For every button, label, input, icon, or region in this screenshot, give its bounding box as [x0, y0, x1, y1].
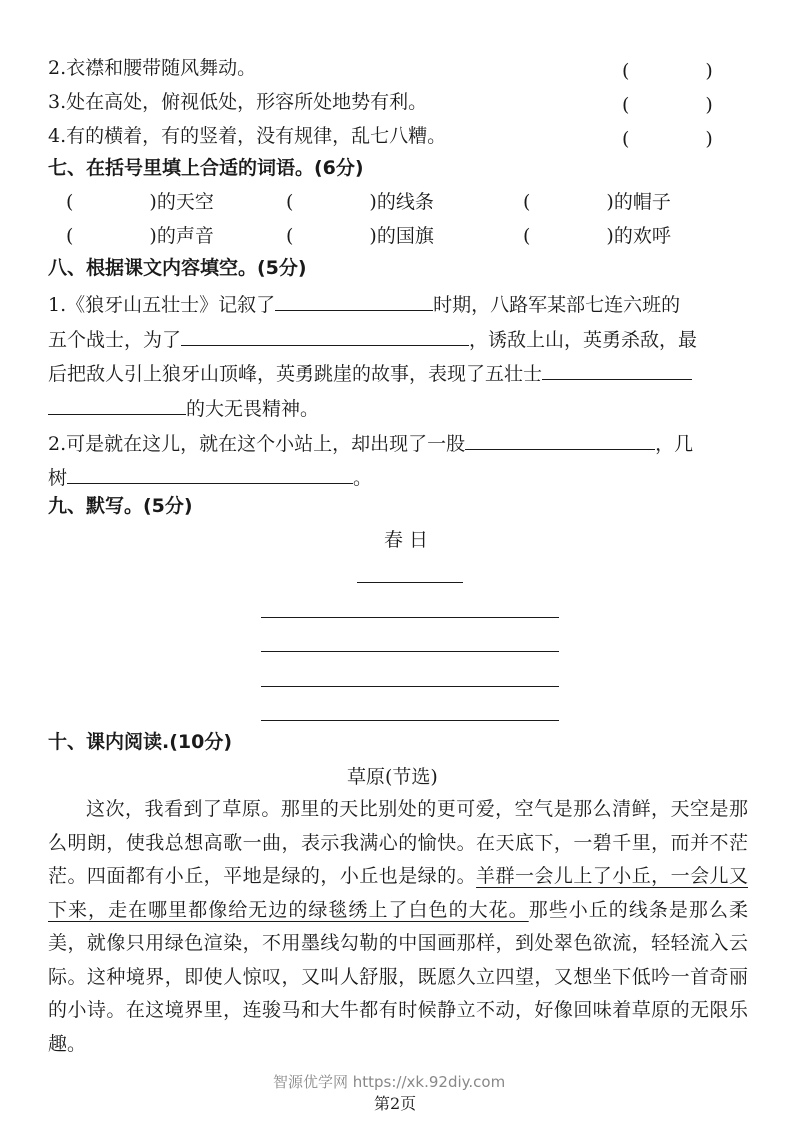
- q1-text-b: 时期，八路军某部七连六班的: [433, 294, 681, 316]
- section-heading-7: 七、在括号里填上合适的词语。(6分): [48, 157, 364, 179]
- poem-line-4[interactable]: [261, 720, 559, 721]
- fill-word-1[interactable]: ( )的天空: [66, 191, 214, 213]
- answer-paren-4[interactable]: ( ): [622, 128, 713, 150]
- reading-passage: [48, 793, 748, 1061]
- fill-word-6[interactable]: ( )的欢呼: [523, 225, 671, 247]
- passage-part-1: 这次，我看到了草原。那里的天比别处的更可爱，空气是那么清鲜，天空是那么明朗，使我总想高歌一曲，表示我满心的愉快。在天底下，一碧千里，而并不茫茫。四面都有小丘，平地是绿的，小丘也是绿的。: [48, 798, 748, 887]
- answer-paren-3[interactable]: ( ): [622, 94, 713, 116]
- q1-text-a: 1.《狼牙山五壮士》记叙了: [48, 294, 276, 316]
- q1-text-f: 的大无畏精神。: [186, 398, 320, 420]
- answer-paren-2[interactable]: ( ): [622, 60, 713, 82]
- question-item-4: 4.有的横着，有的竖着，没有规律，乱七八糟。: [48, 125, 447, 147]
- blank-spirit-1[interactable]: [542, 359, 692, 380]
- q2-text-d: 。: [353, 467, 373, 489]
- blank-spirit-2[interactable]: [48, 394, 186, 415]
- section-heading-10: 十、课内阅读.(10分): [48, 731, 233, 753]
- fill-line-2-2: [48, 463, 372, 490]
- section-heading-8: 八、根据课文内容填空。(5分): [48, 257, 307, 279]
- fill-line-1-4: [48, 394, 319, 421]
- page-number: 第2页: [374, 1094, 417, 1113]
- blank-q2-1[interactable]: [465, 429, 655, 450]
- poem-line-3[interactable]: [261, 686, 559, 687]
- poem-line-1[interactable]: [261, 617, 559, 618]
- fill-word-4[interactable]: ( )的声音: [66, 225, 214, 247]
- poem-line-2[interactable]: [261, 651, 559, 652]
- blank-q2-2[interactable]: [67, 463, 353, 484]
- fill-word-3[interactable]: ( )的帽子: [523, 191, 671, 213]
- section-heading-9: 九、默写。(5分): [48, 495, 193, 517]
- poem-title: 春 日: [384, 529, 429, 551]
- fill-word-5[interactable]: ( )的国旗: [286, 225, 434, 247]
- question-item-2: 2.衣襟和腰带随风舞动。: [48, 57, 257, 79]
- q2-text-b: ，几: [655, 433, 694, 455]
- underlined-sentence: 羊群一会儿上了小丘，一会儿又下来，走在哪里都像给无边的绿毯绣上了白色的大花。: [48, 865, 748, 921]
- passage-part-2: 那些小丘的线条是那么柔美，就像只用绿色渲染，不用墨线勾勒的中国画那样，到处翠色欲流，轻轻流入云际。这种境界，即使人惊叹，又叫人舒服，既愿久立四望，又想坐下低吟一首奇丽的小诗。在这境界里，连骏马和大牛都有时候静立不动，好像回味着草原的无限乐趣。: [48, 898, 748, 1055]
- blank-period[interactable]: [275, 290, 433, 311]
- fill-line-1-1: [48, 290, 680, 317]
- q1-text-c: 五个战士，为了: [48, 329, 182, 351]
- poem-author-line[interactable]: [357, 582, 463, 583]
- fill-line-1-2: [48, 325, 697, 352]
- fill-line-2-1: [48, 429, 693, 456]
- q1-text-e: 后把敌人引上狼牙山顶峰，英勇跳崖的故事，表现了五壮士: [48, 363, 543, 385]
- blank-purpose[interactable]: [181, 325, 469, 346]
- watermark: 智源优学网 https://xk.92diy.com: [273, 1073, 506, 1091]
- question-item-3: 3.处在高处，俯视低处，形容所处地势有利。: [48, 91, 428, 113]
- q2-text-c: 树: [48, 467, 68, 489]
- fill-line-1-3: [48, 359, 692, 386]
- q1-text-d: ，诱敌上山，英勇杀敌，最: [469, 329, 698, 351]
- q2-text-a: 2.可是就在这儿，就在这个小站上，却出现了一股: [48, 433, 466, 455]
- fill-word-2[interactable]: ( )的线条: [286, 191, 434, 213]
- passage-title: 草原(节选): [347, 766, 438, 788]
